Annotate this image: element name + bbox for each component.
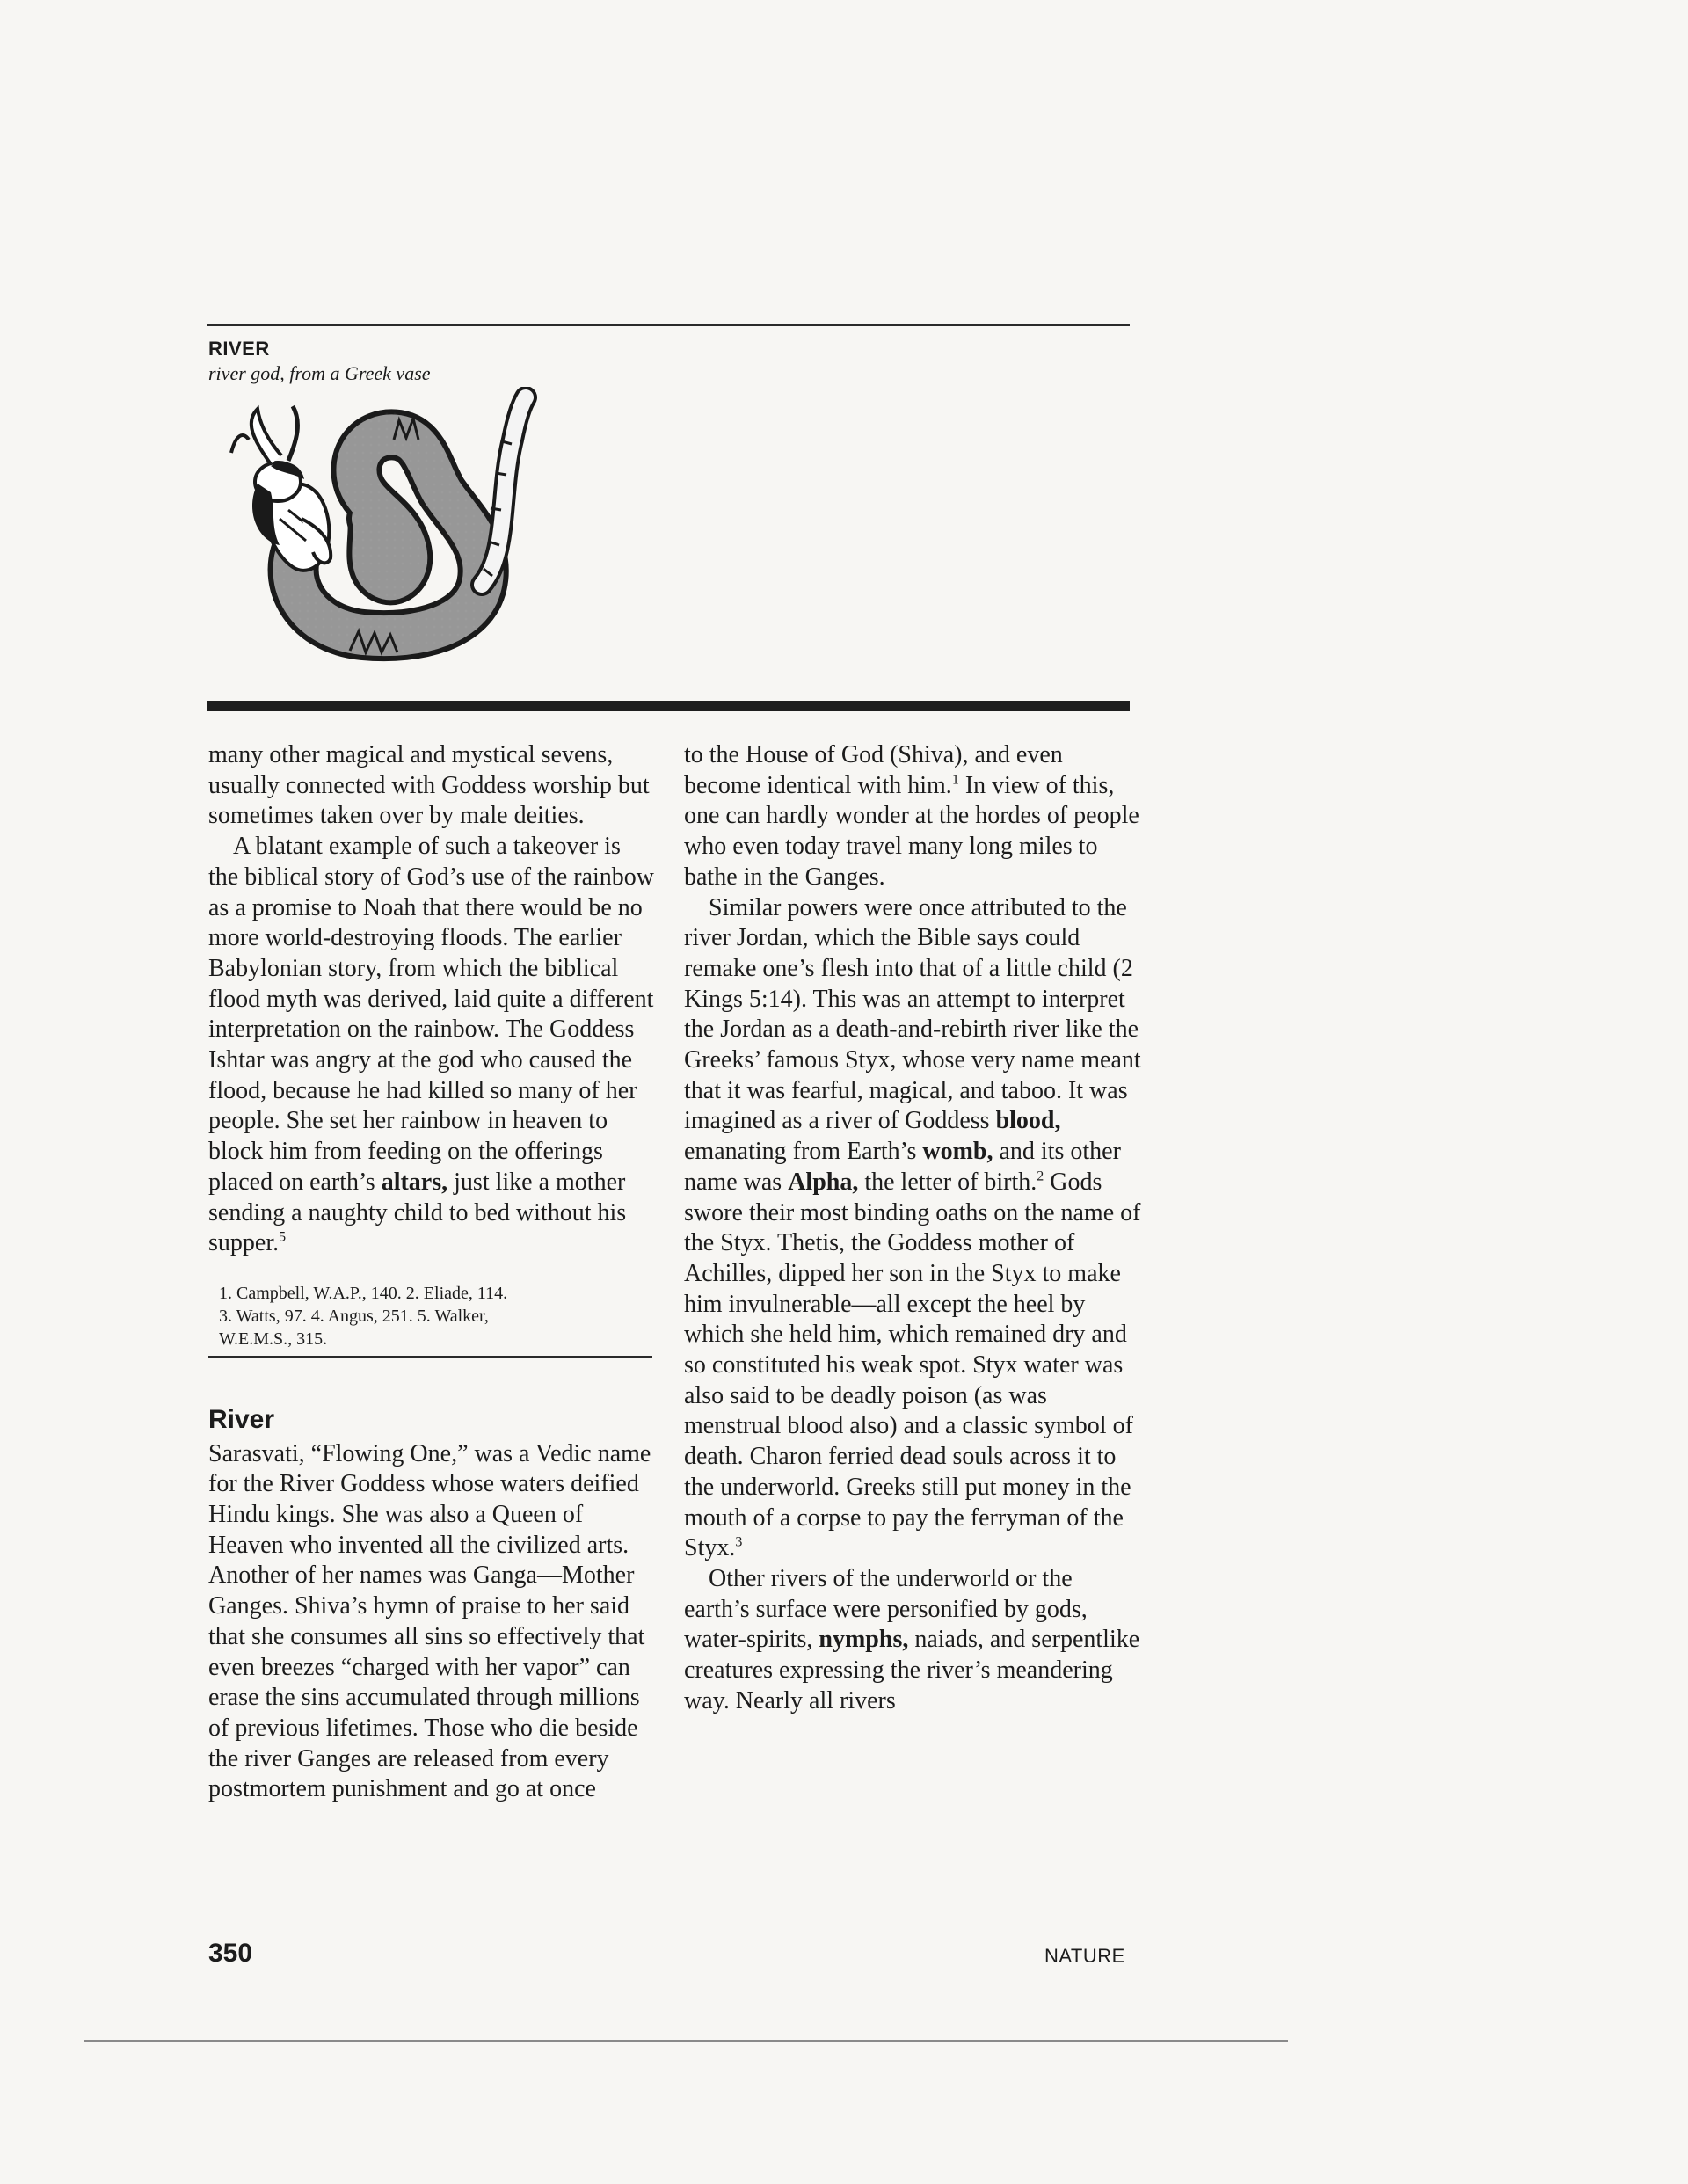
reference-notes: [208, 1282, 657, 1350]
term-womb: womb,: [922, 1138, 993, 1166]
text-run: naiads, and serpentlike creatures expressing the river’s meandering way. Nearly all rivers: [684, 1626, 1140, 1714]
text-run: the letter of birth.: [858, 1168, 1037, 1196]
running-section-name: NATURE: [1044, 1945, 1125, 1967]
page-number: 350: [208, 1939, 253, 1968]
term-nymphs: nymphs,: [819, 1626, 909, 1654]
scan-edge-line: [84, 2040, 1288, 2042]
footnote-ref: 5: [279, 1229, 287, 1245]
text-run: and its other name was: [684, 1138, 1121, 1196]
thick-section-rule: [207, 701, 1130, 711]
text-run: Gods swore their most binding oaths on the name of the Styx. Thetis, the Goddess mother of Achilles, dipped her son in the Styx to make him invulnerable—all except the heel by which she held him, which remained dry and so constituted his weak spot. Styx water was also said to be deadly poison (as was menstrual blood also) and a classic symbol of death. Charon ferried dead souls across it to the underworld. Greeks still put money in the mouth of a corpse to pay the ferryman of the Styx.: [684, 1168, 1141, 1562]
note-line: 1. Campbell, W.A.P., 140. 2. Eliade, 114.: [219, 1283, 508, 1303]
figure-caption: [208, 338, 431, 385]
text-run: emanating from Earth’s: [684, 1138, 923, 1166]
footnote-ref: 3: [735, 1534, 743, 1550]
left-paragraph-2-end: just like a mother sending a naughty child to bed without his supper.: [208, 1168, 627, 1257]
text-run: Similar powers were once attributed to the river Jordan, which the Bible says could remake one’s flesh into that of a little child (2 Kings 5:14). This was an attempt to interpret the Jordan as a death-and-rebirth river like the Greeks’ famous Styx, whose very name meant that it was fearful, magical, and taboo. It was imagined as a river of Goddess: [684, 893, 1141, 1135]
right-paragraph-2: [684, 893, 1141, 1564]
note-line: W.E.M.S., 315.: [219, 1329, 328, 1349]
term-alpha: Alpha,: [788, 1168, 859, 1196]
right-paragraph-1: [684, 740, 1141, 893]
right-paragraph-3: [684, 1564, 1141, 1717]
text-run: In view of this, one can hardly wonder at the hordes of people who even today travel many long miles to bathe in the Ganges.: [684, 771, 1139, 891]
caption-subtitle: river god, from a Greek vase: [208, 362, 431, 384]
term-altars: altars,: [381, 1168, 448, 1196]
left-paragraph-1: many other magical and mystical sevens, usually connected with Goddess worship but sometimes taken over by male deities.: [208, 741, 650, 830]
footnote-ref: 2: [1037, 1168, 1044, 1184]
river-god-illustration: [218, 387, 587, 668]
notes-rule: [208, 1356, 652, 1358]
right-column: [684, 740, 1141, 1717]
section-paragraph: Sarasvati, “Flowing One,” was a Vedic name for the River Goddess whose waters deified Hindu kings. She was also a Queen of Heaven who invented all the civilized arts. Another of her names was Ganga—Mother Ganges. Shiva’s hymn of praise to her said that she consumes all sins so effectively that even breezes “charged with her vapor” can erase the sins accumulated through millions of previous lifetimes. Those who die beside the river Ganges are released from every postmortem punishment and go at once: [208, 1439, 651, 1803]
section-heading: River: [208, 1404, 275, 1434]
note-line: 3. Watts, 97. 4. Angus, 251. 5. Walker,: [219, 1306, 489, 1326]
term-blood: blood,: [995, 1107, 1061, 1135]
text-run: Other rivers of the underworld or the earth’s surface were personified by gods, water-spirits,: [684, 1564, 1088, 1654]
left-paragraph-2-text: A blatant example of such a takeover is the biblical story of God’s use of the rainbow as a promise to Noah that there would be no more world-destroying floods. The earlier Babylonian story, from which the biblical flood myth was derived, laid quite a different interpretation on the rainbow. The Goddess Ishtar was angry at the god who caused the flood, because he had killed so many of her people. She set her rainbow in heaven to block him from feeding on the offerings placed on earth’s: [208, 833, 655, 1196]
left-paragraph-2: [208, 832, 657, 1259]
text-run: to the House of God (Shiva), and even become identical with him.: [684, 741, 1063, 799]
footnote-ref: 1: [951, 772, 959, 788]
top-rule: [207, 324, 1130, 326]
caption-title: RIVER: [208, 338, 270, 360]
left-column: [208, 740, 657, 1805]
